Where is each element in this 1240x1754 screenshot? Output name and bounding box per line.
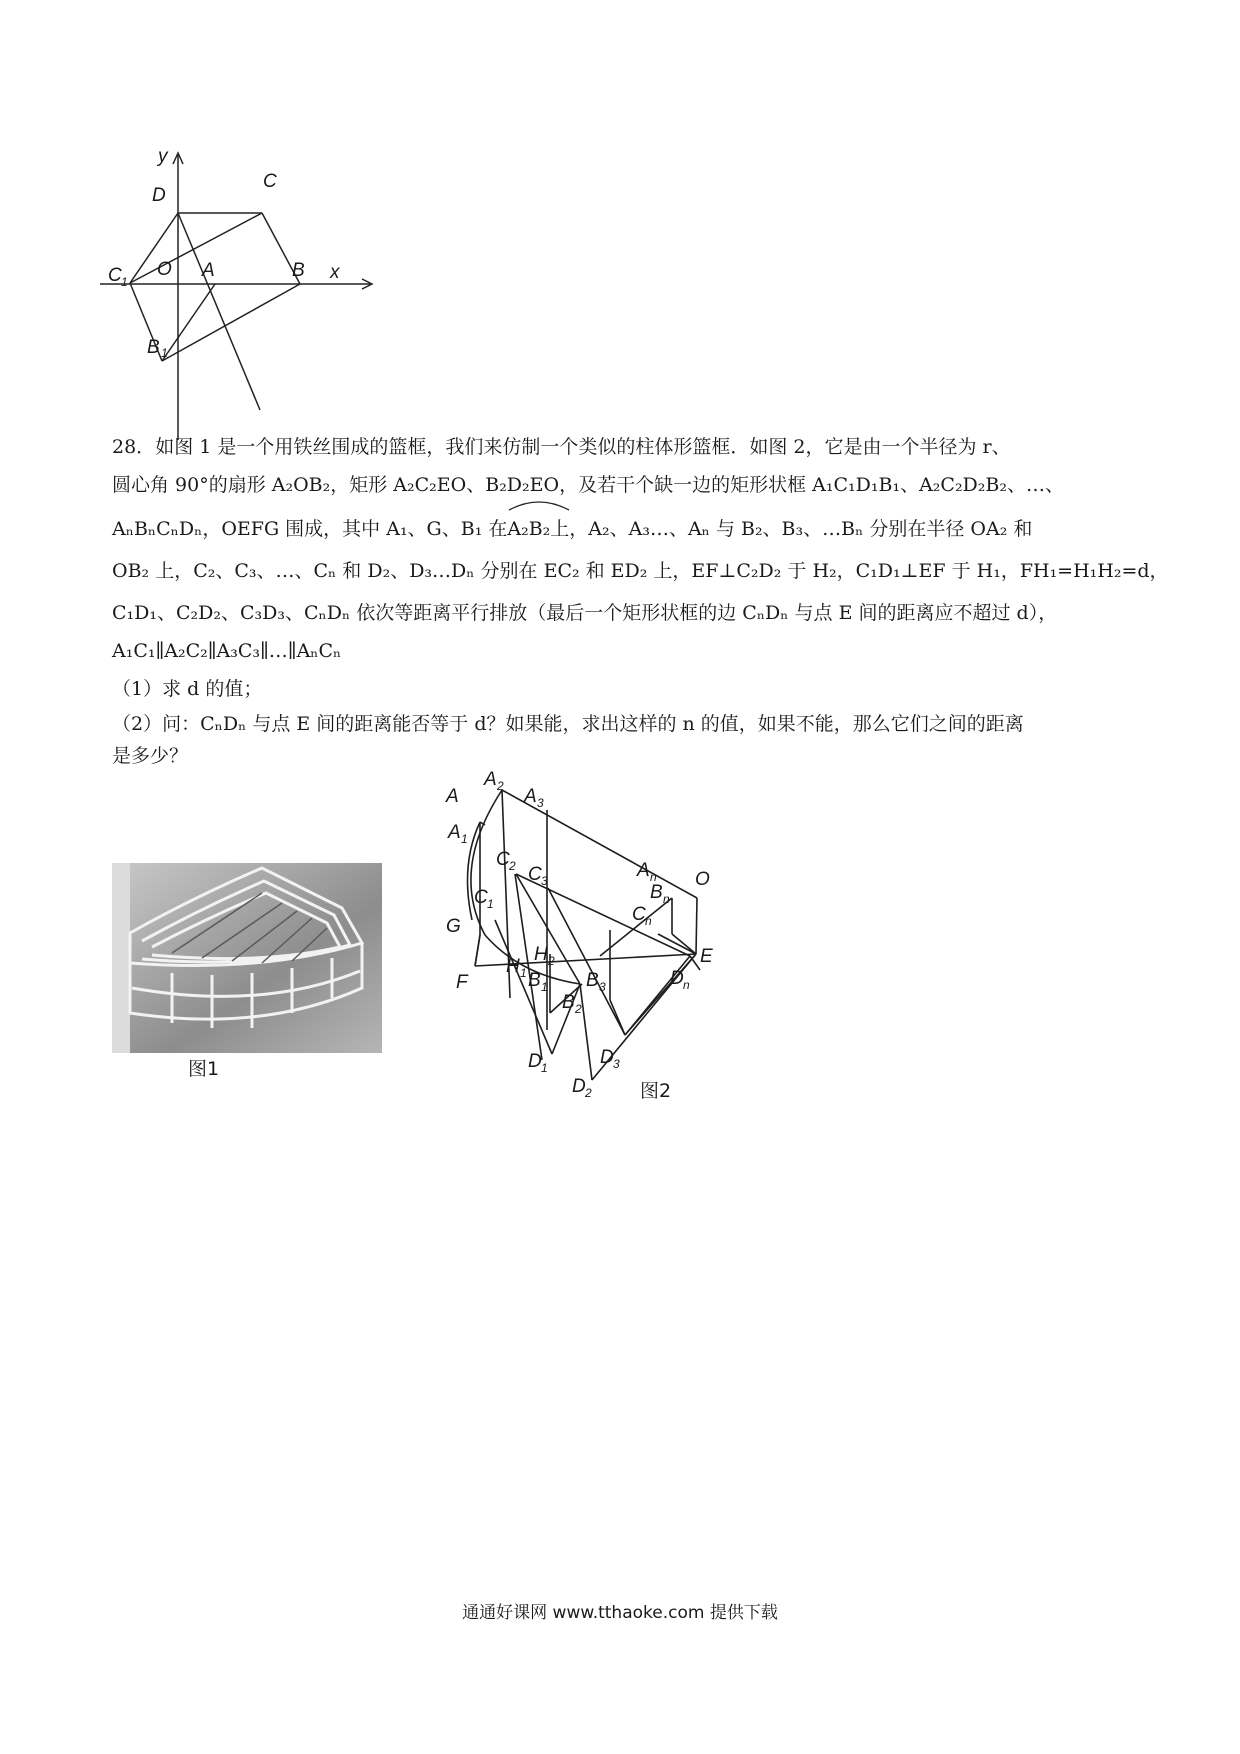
problem-line-2: 圆心角 90°的扇形 A₂OB₂，矩形 A₂C₂EO、B₂D₂EO，及若干个缺一边的矩形状框 A₁C₁D₁B₁、A₂C₂D₂B₂、…、: [112, 474, 1064, 496]
page-footer: 通通好课网 www.tthaoke.com 提供下载: [462, 1603, 778, 1623]
label-o: O: [157, 259, 172, 280]
segment-da-line: [178, 213, 260, 410]
fig2-label-an-sub: n: [650, 870, 657, 884]
fig2-label-g: G: [446, 916, 461, 937]
fig2-label-a3-sub: 3: [537, 796, 544, 810]
problem-number: 28．: [112, 436, 156, 458]
label-b: B: [292, 260, 305, 281]
question-2-line-2: 是多少？: [112, 745, 189, 767]
problem-line-4: OB₂ 上，C₂、C₃、…、Cₙ 和 D₂、D₃…Dₙ 分别在 EC₂ 和 ED₂ 上，EF⊥C₂D₂ 于 H₂，C₁D₁⊥EF 于 H₁，FH₁=H₁H₂=d，: [112, 560, 1169, 582]
fig2-label-b3-sub: 3: [599, 980, 606, 994]
caption-fig2: 图2: [640, 1080, 672, 1100]
fig2-label-a1-sub: 1: [461, 832, 468, 846]
label-b1: B: [147, 337, 160, 358]
fig2-label-d1: D: [528, 1051, 542, 1072]
fig2-label-c3: C: [528, 864, 542, 885]
fig2-label-f: F: [456, 972, 468, 993]
fig2-label-c2-sub: 2: [509, 859, 516, 873]
fig2-label-a3: A: [524, 786, 537, 807]
axis-label-x: x: [330, 262, 340, 283]
label-d: D: [152, 185, 166, 206]
fig2-label-c1: C: [474, 887, 488, 908]
problem-line-6: A₁C₁∥A₂C₂∥A₃C₃∥…∥AₙCₙ: [112, 640, 342, 662]
question-1: （1）求 d 的值；: [112, 678, 263, 700]
fig2-label-c3-sub: 3: [541, 874, 548, 888]
segment-b1a: [162, 284, 215, 361]
label-c1: C: [108, 265, 122, 286]
label-a: A: [202, 260, 215, 281]
fig2-label-h2-sub: 2: [548, 954, 555, 968]
fig2-label-h1: H: [506, 956, 520, 977]
fig2-label-d2-sub: 2: [585, 1086, 592, 1100]
fig2-label-a2-main: A: [484, 770, 497, 790]
fig2-label-c1-sub: 1: [487, 897, 494, 911]
fig2-label-bn: B: [650, 882, 663, 903]
problem-text: [112, 428, 1169, 772]
segment-bb1: [162, 284, 300, 361]
fig2-label-dn-sub: n: [683, 978, 690, 992]
problem-line-3: AₙBₙCₙDₙ，OEFG 围成，其中 A₁、G、B₁ 在 A₂B₂上，A₂、A₃…、Aₙ 与 B₂、B₃、…Bₙ 分别在半径 OA₂ 和: [112, 504, 1132, 548]
fig2-label-b3: B: [586, 970, 599, 991]
fig2-label-an: A: [637, 860, 650, 881]
fig2-label-b1-sub: 1: [541, 980, 548, 994]
fig2-label-d1-sub: 1: [541, 1061, 548, 1075]
fig2-label-h1-sub: 1: [520, 966, 527, 980]
problem-line-1: 28．如图 1 是一个用铁丝围成的篮框，我们来仿制一个类似的柱体形篮框．如图 2，它是由一个半径为 r、: [112, 436, 1011, 458]
arc-mark: [507, 496, 571, 512]
label-c1-sub: 1: [121, 275, 128, 289]
fig2-label-b2: B: [562, 992, 575, 1013]
label-c: C: [263, 171, 277, 192]
fig2-label-a1: A: [448, 822, 461, 843]
question-2-line-1: （2）问：CₙDₙ 与点 E 间的距离能否等于 d？如果能，求出这样的 n 的值，如果不能，那么它们之间的距离: [112, 713, 1024, 735]
coordinate-graph: [100, 150, 400, 440]
arc-notation: A₂B₂: [507, 504, 550, 554]
fig2-label-d2: D: [572, 1076, 586, 1097]
caption-fig1-wrap: [180, 1053, 240, 1085]
segment-c1c: [130, 213, 262, 283]
fig2-label-o: O: [695, 869, 710, 890]
label-b1-sub: 1: [161, 346, 168, 360]
fig2-label-e: E: [700, 946, 713, 967]
fig2-label-cn-sub: n: [645, 914, 652, 928]
axis-label-y: y: [158, 150, 168, 167]
fig2-label-dn: D: [670, 968, 684, 989]
fig2-label-bn-sub: n: [663, 892, 670, 906]
fig2-label-a2-sub: 2: [497, 779, 504, 793]
fig2-label-a2: A: [446, 786, 459, 807]
figure-2: [440, 770, 740, 1100]
caption-fig1: 图1: [188, 1058, 220, 1080]
fig2-label-cn: C: [632, 904, 646, 925]
fig2-label-h2: H: [534, 944, 548, 965]
fig2-label-d3: D: [600, 1047, 614, 1068]
fig2-label-b1: B: [528, 970, 541, 991]
fig2-label-c2: C: [496, 849, 510, 870]
basket-photo: [112, 863, 382, 1053]
fig2-label-b2-sub: 2: [575, 1002, 582, 1016]
problem-line-5: C₁D₁、C₂D₂、C₃D₃、CₙDₙ 依次等距离平行排放（最后一个矩形状框的边 CₙDₙ 与点 E 间的距离应不超过 d），: [112, 602, 1058, 624]
fig2-label-d3-sub: 3: [613, 1057, 620, 1071]
